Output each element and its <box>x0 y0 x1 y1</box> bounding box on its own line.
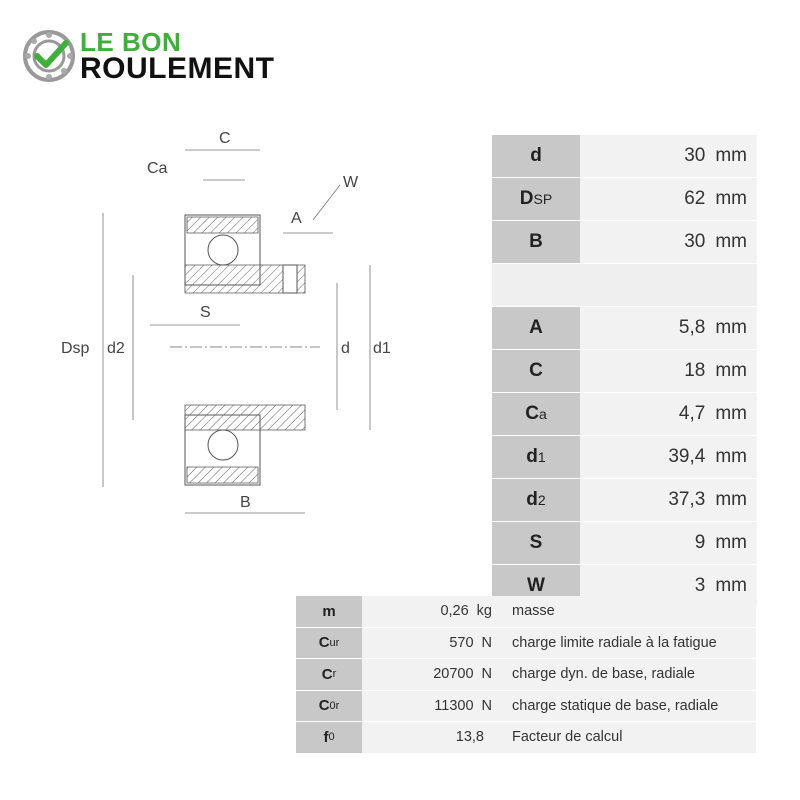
dimension-symbol <box>492 393 580 436</box>
dimension-symbol-sub: 2 <box>537 492 546 508</box>
property-symbol <box>296 722 362 754</box>
property-description: charge limite radiale à la fatigue <box>502 628 756 660</box>
dimension-symbol-text: C <box>525 403 539 424</box>
label-d2: d2 <box>107 340 125 357</box>
dimension-row <box>492 135 757 178</box>
dimensions-table <box>492 135 757 608</box>
dimension-unit: mm <box>715 231 747 252</box>
property-description: Facteur de calcul <box>502 722 756 754</box>
dimension-number: 62 <box>684 188 706 209</box>
properties-table <box>296 596 756 754</box>
dimension-value <box>580 178 757 221</box>
property-row <box>296 628 756 660</box>
dimension-number: 9 <box>694 532 706 553</box>
dimension-value <box>580 436 757 479</box>
property-symbol-sub: ur <box>329 636 340 649</box>
dimension-symbol <box>492 264 580 307</box>
dimension-symbol <box>492 479 580 522</box>
dimension-symbol-text: d <box>526 489 538 510</box>
dimension-symbol-sub: 1 <box>537 449 546 465</box>
property-symbol <box>296 596 362 628</box>
label-W: W <box>343 174 359 191</box>
dimension-value <box>580 221 757 264</box>
property-symbol-sub: r <box>332 668 337 681</box>
dimension-row <box>492 350 757 393</box>
property-symbol-text: C <box>321 665 333 683</box>
label-Dsp: Dsp <box>61 340 90 357</box>
dimension-symbol-text: d <box>526 446 538 467</box>
dimension-row <box>492 522 757 565</box>
property-unit: N <box>481 697 492 714</box>
dimension-number: 3 <box>694 575 706 596</box>
dimension-symbol <box>492 221 580 264</box>
dimension-unit: mm <box>715 403 747 424</box>
property-number: 570 <box>449 634 474 651</box>
dimension-symbol-text: D <box>519 188 534 209</box>
property-symbol-text: C <box>318 697 330 715</box>
dimension-number: 5,8 <box>678 317 706 338</box>
bearing-cross-section-drawing <box>55 125 391 525</box>
label-d: d <box>341 340 350 357</box>
dimension-unit: mm <box>715 575 747 596</box>
label-Ca: Ca <box>147 160 168 177</box>
bearing-check-icon <box>22 29 76 83</box>
label-C: C <box>219 130 231 147</box>
property-value <box>362 691 502 723</box>
property-symbol <box>296 691 362 723</box>
property-symbol <box>296 659 362 691</box>
dimension-unit: mm <box>715 360 747 381</box>
dimension-symbol-text: A <box>529 317 543 338</box>
dimension-row <box>492 221 757 264</box>
dimension-number: 4,7 <box>678 403 706 424</box>
dimension-symbol <box>492 307 580 350</box>
dimension-row <box>492 393 757 436</box>
dimension-symbol-text: d <box>530 145 542 166</box>
dimension-unit: mm <box>715 489 747 510</box>
dimension-number: 18 <box>684 360 706 381</box>
dimension-symbol-sub: a <box>538 406 547 422</box>
dimension-symbol-sub: SP <box>533 191 553 207</box>
dimension-unit: mm <box>715 145 747 166</box>
property-symbol <box>296 628 362 660</box>
dimension-symbol <box>492 178 580 221</box>
dimension-value <box>580 135 757 178</box>
property-number: 13,8 <box>455 729 484 746</box>
dimension-number: 37,3 <box>668 489 706 510</box>
dimension-symbol-text: W <box>527 575 545 596</box>
property-symbol-text: f <box>323 728 329 746</box>
dimension-symbol-text: C <box>529 360 543 381</box>
property-unit: N <box>481 666 492 683</box>
dimension-unit: mm <box>715 446 747 467</box>
property-symbol-sub: 0r <box>329 699 340 712</box>
dimension-number: 30 <box>684 145 706 166</box>
dimension-value <box>580 522 757 565</box>
property-unit: kg <box>476 603 492 620</box>
property-description: charge dyn. de base, radiale <box>502 659 756 691</box>
dimension-value <box>580 264 757 307</box>
dimension-symbol <box>492 436 580 479</box>
dimension-unit: mm <box>715 317 747 338</box>
dimension-value <box>580 350 757 393</box>
label-A: A <box>291 210 302 227</box>
property-row <box>296 659 756 691</box>
dimension-unit: mm <box>715 188 747 209</box>
property-number: 20700 <box>433 666 474 683</box>
property-symbol-text: C <box>318 634 330 652</box>
property-value <box>362 659 502 691</box>
property-row <box>296 722 756 754</box>
dimension-row <box>492 436 757 479</box>
label-B: B <box>240 494 251 511</box>
property-description: charge statique de base, radiale <box>502 691 756 723</box>
property-value <box>362 596 502 628</box>
dimension-row <box>492 264 757 307</box>
dimension-row <box>492 307 757 350</box>
property-row <box>296 596 756 628</box>
property-symbol-text: m <box>322 602 336 620</box>
dimension-symbol <box>492 350 580 393</box>
dimension-symbol <box>492 135 580 178</box>
logo-text-line1: LE BON <box>80 27 182 57</box>
property-symbol-sub: 0 <box>328 731 335 744</box>
logo-text-line2: ROULEMENT <box>80 52 275 85</box>
dimension-number: 30 <box>684 231 706 252</box>
property-value <box>362 628 502 660</box>
dimension-row <box>492 479 757 522</box>
property-value <box>362 722 502 754</box>
label-d1: d1 <box>373 340 391 357</box>
property-unit: N <box>481 634 492 651</box>
property-number: 11300 <box>434 697 474 714</box>
dimension-value <box>580 307 757 350</box>
dimension-unit: mm <box>715 532 747 553</box>
dimension-symbol-text: B <box>529 231 543 252</box>
dimension-symbol-text: S <box>529 532 543 553</box>
property-description: masse <box>502 596 756 628</box>
dimension-symbol <box>492 522 580 565</box>
dimension-value <box>580 479 757 522</box>
property-number: 0,26 <box>440 603 469 620</box>
property-row <box>296 691 756 723</box>
brand-logo[interactable] <box>22 26 302 86</box>
dimension-number: 39,4 <box>668 446 706 467</box>
dimension-row <box>492 178 757 221</box>
label-S: S <box>200 304 211 321</box>
dimension-value <box>580 393 757 436</box>
